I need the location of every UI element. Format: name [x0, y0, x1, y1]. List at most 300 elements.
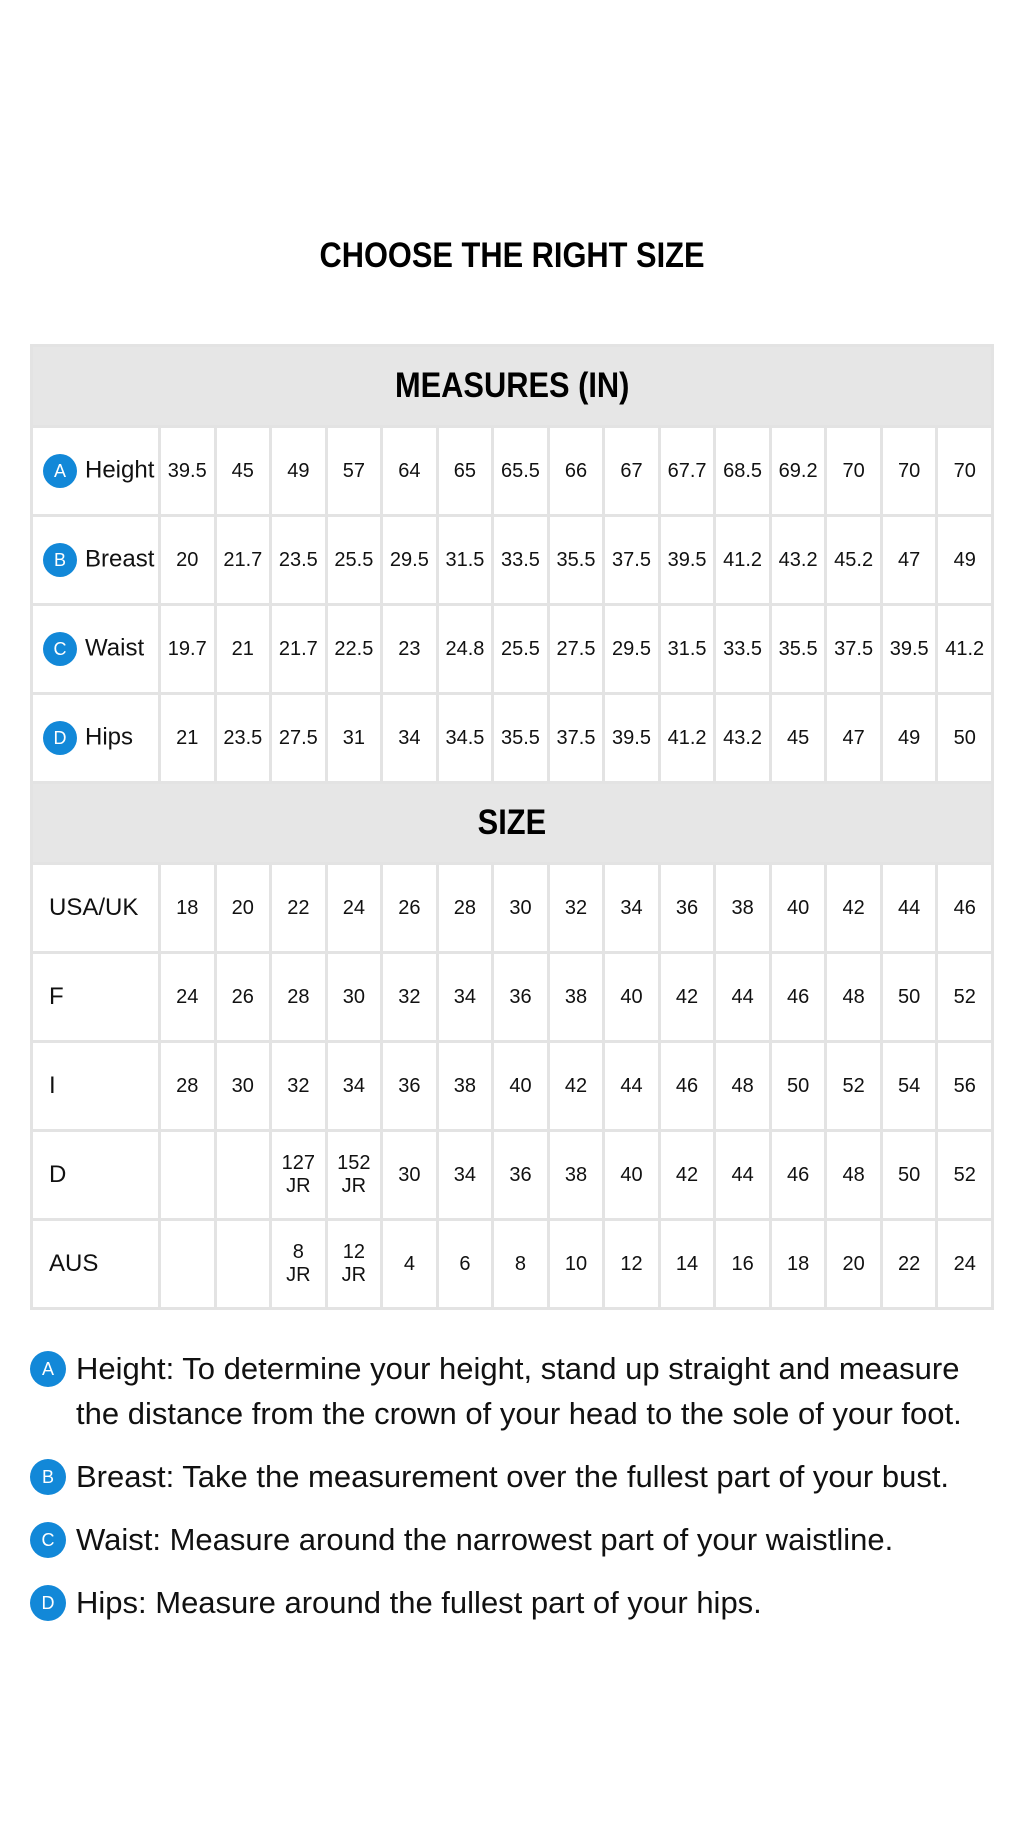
cell-value: 19.7 [167, 637, 207, 660]
cell-value: 70 [953, 459, 976, 482]
table-cell [604, 1042, 660, 1131]
cell-value: 31 [342, 726, 365, 749]
cell-value: 31.5 [445, 548, 485, 571]
table-cell [715, 1220, 771, 1309]
table-cell [382, 1131, 438, 1220]
table-cell [271, 427, 327, 516]
row-label: Height [85, 456, 155, 484]
table-cell [770, 953, 826, 1042]
table-cell [548, 516, 604, 605]
measures-row-height [32, 427, 993, 516]
table-cell [826, 516, 882, 605]
table-cell [326, 1131, 382, 1220]
table-cell [160, 427, 216, 516]
cell-value: 28 [453, 896, 477, 919]
table-cell [604, 864, 660, 953]
cell-value: 34 [342, 1074, 365, 1097]
size-row-i [32, 1042, 993, 1131]
badge-a-icon: A [30, 1351, 66, 1387]
note-item [30, 1580, 1010, 1625]
size-header-cell [32, 783, 993, 864]
table-cell [881, 864, 937, 953]
table-cell [659, 427, 715, 516]
cell-value: 40 [620, 985, 643, 1008]
cell-value: 8 [292, 1241, 304, 1263]
table-cell [604, 605, 660, 694]
row-label-cell [32, 1131, 160, 1220]
cell-value: 32 [564, 896, 588, 919]
cell-value: 127 [281, 1152, 316, 1174]
table-cell [826, 953, 882, 1042]
table-cell [937, 694, 993, 783]
cell-value: 30 [398, 1163, 421, 1186]
table-cell [437, 864, 493, 953]
cell-value: 50 [953, 726, 976, 749]
cell-value: 16 [731, 1252, 754, 1275]
cell-value: 18 [176, 896, 199, 919]
table-cell [326, 953, 382, 1042]
table-cell [826, 1220, 882, 1309]
table-cell [548, 694, 604, 783]
table-cell [881, 605, 937, 694]
table-cell [493, 864, 549, 953]
table-cell [715, 516, 771, 605]
badge-b-icon: B [43, 543, 77, 577]
cell-value: 47 [842, 726, 865, 749]
table-cell [604, 1220, 660, 1309]
table-cell [215, 1131, 271, 1220]
table-cell [382, 694, 438, 783]
table-cell [715, 953, 771, 1042]
cell-value: 66 [564, 459, 588, 482]
cell-value: 38 [564, 985, 588, 1008]
table-cell [382, 605, 438, 694]
cell-value: 20 [231, 896, 254, 919]
row-label: Hips [85, 723, 134, 751]
row-label-cell [32, 1042, 160, 1131]
measures-row-breast [32, 516, 993, 605]
table-cell [937, 1042, 993, 1131]
row-label: F [49, 983, 64, 1011]
cell-value: 50 [898, 1163, 921, 1186]
cell-value: 38 [564, 1163, 588, 1186]
cell-value: 25.5 [500, 637, 540, 660]
table-cell [604, 516, 660, 605]
table-cell [215, 427, 271, 516]
table-cell [659, 694, 715, 783]
table-cell [826, 427, 882, 516]
table-cell [326, 516, 382, 605]
table-cell [937, 1220, 993, 1309]
cell-value: 33.5 [500, 548, 540, 571]
cell-value: 21.7 [223, 548, 263, 571]
cell-value: 152 [337, 1152, 371, 1174]
cell-value: 45.2 [834, 548, 874, 571]
note-item [30, 1454, 1010, 1499]
cell-value: 34.5 [445, 726, 485, 749]
table-cell [604, 1131, 660, 1220]
cell-value: 36 [509, 985, 532, 1008]
cell-value: 18 [786, 1252, 810, 1275]
row-label: I [49, 1072, 56, 1100]
cell-value: 49 [287, 459, 310, 482]
cell-value: 30 [231, 1074, 254, 1097]
cell-value: 70 [842, 459, 865, 482]
table-cell [881, 516, 937, 605]
table-cell [215, 694, 271, 783]
cell-value: 48 [731, 1074, 754, 1097]
table-cell [382, 864, 438, 953]
cell-value-suffix: JR [286, 1175, 311, 1197]
cell-value: 37.5 [834, 637, 874, 660]
cell-value: 39.5 [889, 637, 929, 660]
cell-value: 28 [176, 1074, 199, 1097]
table-cell [437, 516, 493, 605]
table-cell [770, 1220, 826, 1309]
cell-value: 40 [509, 1074, 532, 1097]
cell-value: 57 [342, 459, 365, 482]
row-label: Waist [85, 634, 145, 662]
cell-value: 35.5 [500, 726, 540, 749]
table-cell [215, 516, 271, 605]
table-cell [382, 953, 438, 1042]
table-cell [826, 605, 882, 694]
table-cell [548, 1220, 604, 1309]
table-cell [604, 427, 660, 516]
table-cell [715, 1042, 771, 1131]
cell-value: 27.5 [278, 726, 318, 749]
cell-value: 42 [564, 1074, 588, 1097]
row-label-cell [32, 864, 160, 953]
cell-value: 42 [842, 896, 865, 919]
badge-d-icon: D [43, 721, 77, 755]
row-label: USA/UK [49, 894, 139, 922]
table-cell [548, 864, 604, 953]
row-label: AUS [49, 1250, 99, 1278]
table-cell [937, 864, 993, 953]
table-cell [271, 1131, 327, 1220]
badge-d-icon: D [30, 1585, 66, 1621]
cell-value: 21 [176, 726, 199, 749]
cell-value: 22 [898, 1252, 921, 1275]
table-cell [826, 1131, 882, 1220]
row-label-cell [32, 694, 160, 783]
table-cell [271, 864, 327, 953]
cell-value: 40 [786, 896, 810, 919]
cell-value: 23.5 [278, 548, 318, 571]
table-cell [715, 605, 771, 694]
cell-value: 32 [287, 1074, 310, 1097]
cell-value: 52 [953, 985, 976, 1008]
page-title: CHOOSE THE RIGHT SIZE [319, 236, 705, 275]
table-cell [881, 1220, 937, 1309]
cell-value: 52 [842, 1074, 865, 1097]
table-cell [382, 1042, 438, 1131]
table-cell [382, 427, 438, 516]
cell-value: 70 [898, 459, 921, 482]
table-cell [548, 427, 604, 516]
cell-value: 30 [509, 896, 532, 919]
table-cell [160, 1042, 216, 1131]
cell-value: 12 [342, 1241, 365, 1263]
cell-value: 44 [731, 985, 754, 1008]
measures-heading: MEASURES (IN) [394, 365, 630, 405]
table-cell [271, 605, 327, 694]
cell-value: 28 [287, 985, 310, 1008]
cell-value: 38 [731, 896, 754, 919]
table-cell [271, 516, 327, 605]
cell-value: 33.5 [723, 637, 763, 660]
cell-value: 46 [786, 1163, 810, 1186]
table-cell [326, 427, 382, 516]
row-label-cell [32, 516, 160, 605]
table-cell [382, 516, 438, 605]
cell-value: 34 [453, 985, 477, 1008]
cell-value: 46 [953, 896, 976, 919]
cell-value: 64 [398, 459, 421, 482]
table-cell [659, 953, 715, 1042]
note-text: Height: To determine your height, stand up straight and measure the distance from the crown of your head to the sole of your foot. [76, 1351, 962, 1431]
table-cell [659, 516, 715, 605]
table-cell [659, 1220, 715, 1309]
note-item [30, 1517, 1010, 1562]
table-cell [881, 427, 937, 516]
cell-value: 46 [675, 1074, 699, 1097]
cell-value: 37.5 [556, 726, 596, 749]
table-cell [493, 694, 549, 783]
cell-value: 22.5 [334, 637, 374, 660]
badge-c-icon: C [43, 632, 77, 666]
cell-value: 48 [842, 1163, 865, 1186]
badge-a-icon: A [43, 454, 77, 488]
cell-value: 29.5 [389, 548, 429, 571]
table-cell [770, 1042, 826, 1131]
cell-value: 20 [842, 1252, 865, 1275]
measures-header-cell [32, 346, 993, 427]
table-cell [160, 953, 216, 1042]
cell-value: 39.5 [667, 548, 707, 571]
table-cell [770, 427, 826, 516]
cell-value: 50 [898, 985, 921, 1008]
table-cell [493, 1042, 549, 1131]
table-cell [770, 516, 826, 605]
cell-value: 68.5 [723, 459, 763, 482]
table-cell [937, 1131, 993, 1220]
cell-value-suffix: JR [286, 1264, 311, 1286]
table-cell [659, 864, 715, 953]
row-label: Breast [85, 545, 155, 573]
table-cell [215, 864, 271, 953]
table-cell [493, 427, 549, 516]
cell-value: 49 [898, 726, 921, 749]
table-cell [493, 953, 549, 1042]
cell-value: 54 [898, 1074, 921, 1097]
table-cell [437, 605, 493, 694]
table-cell [715, 427, 771, 516]
cell-value: 67 [620, 459, 643, 482]
cell-value: 67.7 [667, 459, 707, 482]
table-cell [215, 1042, 271, 1131]
table-cell [271, 953, 327, 1042]
cell-value: 4 [403, 1252, 415, 1275]
cell-value: 25.5 [334, 548, 374, 571]
table-cell [160, 864, 216, 953]
row-label: D [49, 1161, 67, 1189]
table-cell [715, 1131, 771, 1220]
table-cell [715, 864, 771, 953]
cell-value: 35.5 [556, 548, 596, 571]
row-label-cell [32, 953, 160, 1042]
cell-value: 37.5 [612, 548, 651, 571]
table-cell [659, 1042, 715, 1131]
cell-value: 36 [398, 1074, 421, 1097]
cell-value: 44 [898, 896, 921, 919]
table-cell [160, 1131, 216, 1220]
note-text: Waist: Measure around the narrowest part of your waistline. [76, 1522, 894, 1557]
table-cell [437, 427, 493, 516]
table-cell [548, 1131, 604, 1220]
table-cell [271, 1042, 327, 1131]
cell-value: 32 [398, 985, 421, 1008]
table-cell [437, 1131, 493, 1220]
cell-value: 35.5 [778, 637, 818, 660]
table-cell [326, 1042, 382, 1131]
measures-row-hips [32, 694, 993, 783]
table-cell [160, 516, 216, 605]
row-label-cell [32, 427, 160, 516]
cell-value: 14 [675, 1252, 699, 1275]
table-cell [659, 605, 715, 694]
cell-value: 24.8 [445, 637, 485, 660]
size-row-aus [32, 1220, 993, 1309]
cell-value: 65 [453, 459, 477, 482]
cell-value: 29.5 [612, 637, 651, 660]
table-cell [326, 694, 382, 783]
cell-value: 31.5 [667, 637, 707, 660]
cell-value: 26 [231, 985, 254, 1008]
cell-value: 20 [176, 548, 199, 571]
cell-value: 27.5 [556, 637, 596, 660]
table-cell [937, 427, 993, 516]
cell-value: 41.2 [667, 726, 707, 749]
table-cell [881, 1042, 937, 1131]
cell-value: 41.2 [945, 637, 985, 660]
cell-value: 34 [398, 726, 421, 749]
cell-value: 43.2 [778, 548, 818, 571]
table-cell [493, 605, 549, 694]
table-cell [326, 605, 382, 694]
cell-value: 6 [459, 1252, 471, 1275]
table-cell [493, 1131, 549, 1220]
cell-value-suffix: JR [341, 1175, 367, 1197]
cell-value: 41.2 [723, 548, 763, 571]
cell-value: 49 [953, 548, 976, 571]
table-cell [160, 1220, 216, 1309]
row-label-cell [32, 605, 160, 694]
cell-value: 36 [675, 896, 699, 919]
cell-value: 56 [953, 1074, 976, 1097]
table-cell [493, 1220, 549, 1309]
cell-value: 44 [731, 1163, 754, 1186]
size-header-row [32, 783, 993, 864]
table-cell [659, 1131, 715, 1220]
table-cell [604, 694, 660, 783]
table-cell [770, 605, 826, 694]
cell-value: 34 [620, 896, 643, 919]
table-cell [160, 694, 216, 783]
table-cell [548, 1042, 604, 1131]
table-cell [881, 953, 937, 1042]
note-text: Breast: Take the measurement over the fullest part of your bust. [76, 1459, 950, 1494]
cell-value: 39.5 [612, 726, 651, 749]
table-cell [881, 694, 937, 783]
table-cell [382, 1220, 438, 1309]
cell-value: 22 [287, 896, 310, 919]
table-cell [271, 1220, 327, 1309]
table-cell [604, 953, 660, 1042]
table-cell [160, 605, 216, 694]
table-cell [937, 605, 993, 694]
table-cell [215, 1220, 271, 1309]
cell-value: 23 [398, 637, 421, 660]
cell-value: 45 [786, 726, 810, 749]
table-cell [548, 605, 604, 694]
cell-value: 24 [953, 1252, 976, 1275]
cell-value: 43.2 [723, 726, 763, 749]
cell-value: 23.5 [223, 726, 263, 749]
cell-value: 21 [231, 637, 254, 660]
cell-value: 48 [842, 985, 865, 1008]
cell-value: 34 [453, 1163, 477, 1186]
cell-value: 40 [620, 1163, 643, 1186]
cell-value: 10 [564, 1252, 588, 1275]
cell-value: 45 [231, 459, 254, 482]
table-cell [437, 1220, 493, 1309]
table-cell [937, 953, 993, 1042]
cell-value: 24 [176, 985, 199, 1008]
table-cell [548, 953, 604, 1042]
cell-value: 47 [898, 548, 921, 571]
table-cell [271, 694, 327, 783]
cell-value: 39.5 [167, 459, 207, 482]
badge-c-icon: C [30, 1522, 66, 1558]
table-cell [770, 1131, 826, 1220]
table-cell [770, 694, 826, 783]
table-cell [826, 694, 882, 783]
cell-value: 44 [620, 1074, 643, 1097]
table-cell [437, 694, 493, 783]
table-cell [826, 864, 882, 953]
table-cell [215, 605, 271, 694]
table-cell [937, 516, 993, 605]
cell-value: 36 [509, 1163, 532, 1186]
note-item [30, 1346, 1010, 1436]
table-cell [881, 1131, 937, 1220]
cell-value: 65.5 [500, 459, 540, 482]
table-cell [437, 953, 493, 1042]
table-cell [770, 864, 826, 953]
table-cell [326, 1220, 382, 1309]
measurement-notes [30, 1346, 1010, 1643]
size-row-usa-uk [32, 864, 993, 953]
size-chart-table [30, 344, 994, 1310]
badge-b-icon: B [30, 1459, 66, 1495]
note-text: Hips: Measure around the fullest part of your hips. [76, 1585, 762, 1620]
cell-value: 24 [342, 896, 365, 919]
size-row-f [32, 953, 993, 1042]
cell-value: 50 [786, 1074, 810, 1097]
cell-value: 38 [453, 1074, 477, 1097]
